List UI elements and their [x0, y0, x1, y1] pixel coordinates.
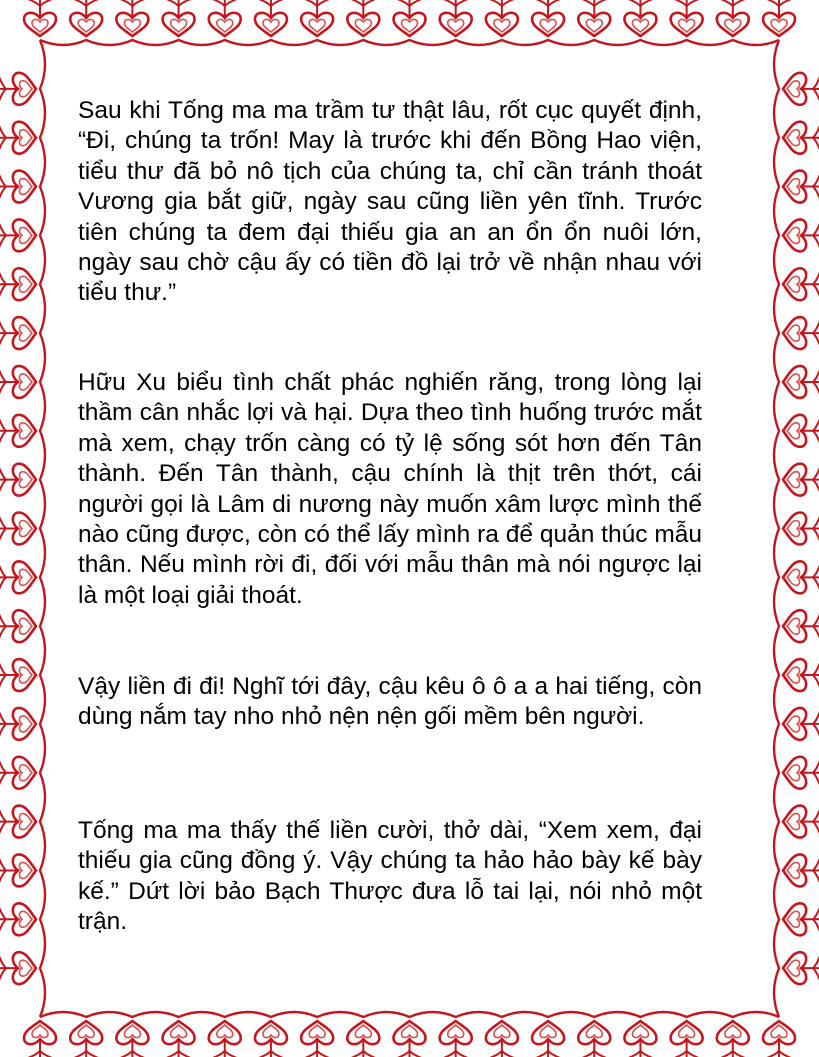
paragraph-4: Tống ma ma thấy thế liền cười, thở dài, “Xem xem, đại thiếu gia cũng đồng ý. Vậy chúng ta hảo hảo bày kế bày kế.” Dứt lời bảo Bạch Thược đưa lỗ tai lại, nói nhỏ một trận.: [78, 817, 702, 936]
frame-flower-motif: [0, 415, 36, 447]
frame-flower-motif: [783, 464, 819, 496]
frame-flower-motif: [0, 610, 36, 642]
frame-flower-motif: [0, 219, 36, 251]
frame-scallop-line: [40, 40, 45, 1017]
frame-flower-motif: [783, 806, 819, 838]
frame-flower-motif: [578, 1021, 610, 1057]
frame-flower-motif: [783, 122, 819, 154]
paragraph-4-block: [78, 816, 702, 938]
frame-flower-motif: [578, 0, 610, 36]
paragraph-2: Hữu Xu biểu tình chất phác nghiến răng, trong lòng lại thầm cân nhắc lợi và hại. Dựa theo tình huống trước mắt mà xem, chạy trốn càng có tỷ lệ sống sót hơn đến Tân thành. Đến Tân thành, cậu chính là thịt trên thớt, cái người gọi là Lâm di nương này muốn xâm lược mình thế nào cũng được, còn có thể lấy mình ra để quản thúc mẫu thân. Nếu mình rời đi, đối với mẫu thân mà nói ngược lại là một loại giải thoát.: [78, 369, 702, 609]
frame-scallop-line: [40, 1012, 779, 1017]
frame-flower-motif: [0, 806, 36, 838]
frame-flower-motif: [783, 415, 819, 447]
frame-flower-motif: [783, 73, 819, 105]
frame-flower-motif: [116, 0, 148, 36]
frame-flower-motif: [763, 0, 795, 36]
frame-flower-motif: [0, 366, 36, 398]
frame-flower-motif: [0, 854, 36, 886]
frame-flower-motif: [209, 1021, 241, 1057]
frame-flower-motif: [783, 366, 819, 398]
frame-flower-motif: [24, 1021, 56, 1057]
frame-flower-motif: [624, 0, 656, 36]
frame-flower-motif: [783, 854, 819, 886]
paragraph-3-block: [78, 672, 702, 733]
frame-flower-motif: [783, 952, 819, 984]
paragraph-1-block: [78, 96, 702, 309]
frame-flower-motif: [532, 1021, 564, 1057]
frame-flower-motif: [347, 0, 379, 36]
frame-flower-motif: [486, 1021, 518, 1057]
frame-flower-motif: [209, 0, 241, 36]
frame-flower-motif: [671, 1021, 703, 1057]
frame-flower-motif: [717, 0, 749, 36]
frame-flower-motif: [24, 0, 56, 36]
paragraph-1: Sau khi Tống ma ma trầm tư thật lâu, rốt cục quyết định, “Đi, chúng ta trốn! May là trước khi đến Bồng Hao viện, tiểu thư đã bỏ nô tịch của chúng ta, chỉ cần tránh thoát Vương gia bắt giữ, ngày sau cũng liền yên tĩnh. Trước tiên chúng ta đem đại thiếu gia an an ổn ổn nuôi lớn, ngày sau chờ cậu ấy có tiền đồ lại trở về nhận nhau với tiểu thư.”: [78, 97, 702, 307]
frame-flower-motif: [440, 1021, 472, 1057]
frame-scallop-line: [774, 40, 779, 1017]
frame-flower-motif: [763, 1021, 795, 1057]
frame-flower-motif: [0, 268, 36, 300]
frame-flower-motif: [440, 0, 472, 36]
paragraph-3: Vậy liền đi đi! Nghĩ tới đây, cậu kêu ô ô a a hai tiếng, còn dùng nắm tay nho nhỏ nện nện gối mềm bên người.: [78, 673, 702, 731]
frame-scallop-line: [40, 40, 779, 45]
frame-flower-motif: [255, 0, 287, 36]
frame-flower-motif: [0, 464, 36, 496]
paragraph-2-block: [78, 368, 702, 611]
frame-flower-motif: [717, 1021, 749, 1057]
frame-flower-motif: [783, 659, 819, 691]
frame-flower-motif: [532, 0, 564, 36]
frame-flower-motif: [783, 561, 819, 593]
frame-flower-motif: [394, 0, 426, 36]
frame-flower-motif: [0, 317, 36, 349]
frame-flower-motif: [70, 1021, 102, 1057]
frame-flower-motif: [783, 219, 819, 251]
frame-flower-motif: [0, 757, 36, 789]
frame-flower-motif: [0, 171, 36, 203]
frame-flower-motif: [783, 708, 819, 740]
frame-flower-motif: [783, 171, 819, 203]
frame-flower-motif: [163, 0, 195, 36]
frame-flower-motif: [0, 513, 36, 545]
frame-flower-motif: [486, 0, 518, 36]
frame-flower-motif: [783, 903, 819, 935]
frame-flower-motif: [783, 610, 819, 642]
frame-flower-motif: [0, 73, 36, 105]
frame-flower-motif: [0, 122, 36, 154]
frame-flower-motif: [783, 513, 819, 545]
frame-flower-motif: [347, 1021, 379, 1057]
frame-flower-motif: [671, 0, 703, 36]
frame-flower-motif: [0, 708, 36, 740]
frame-flower-motif: [0, 561, 36, 593]
frame-flower-motif: [783, 757, 819, 789]
frame-flower-motif: [301, 0, 333, 36]
frame-flower-motif: [0, 659, 36, 691]
frame-flower-motif: [783, 317, 819, 349]
frame-flower-motif: [301, 1021, 333, 1057]
frame-flower-motif: [624, 1021, 656, 1057]
frame-flower-motif: [255, 1021, 287, 1057]
frame-flower-motif: [163, 1021, 195, 1057]
frame-flower-motif: [0, 952, 36, 984]
frame-flower-motif: [70, 0, 102, 36]
frame-flower-motif: [394, 1021, 426, 1057]
frame-flower-motif: [783, 268, 819, 300]
frame-flower-motif: [116, 1021, 148, 1057]
frame-flower-motif: [0, 903, 36, 935]
